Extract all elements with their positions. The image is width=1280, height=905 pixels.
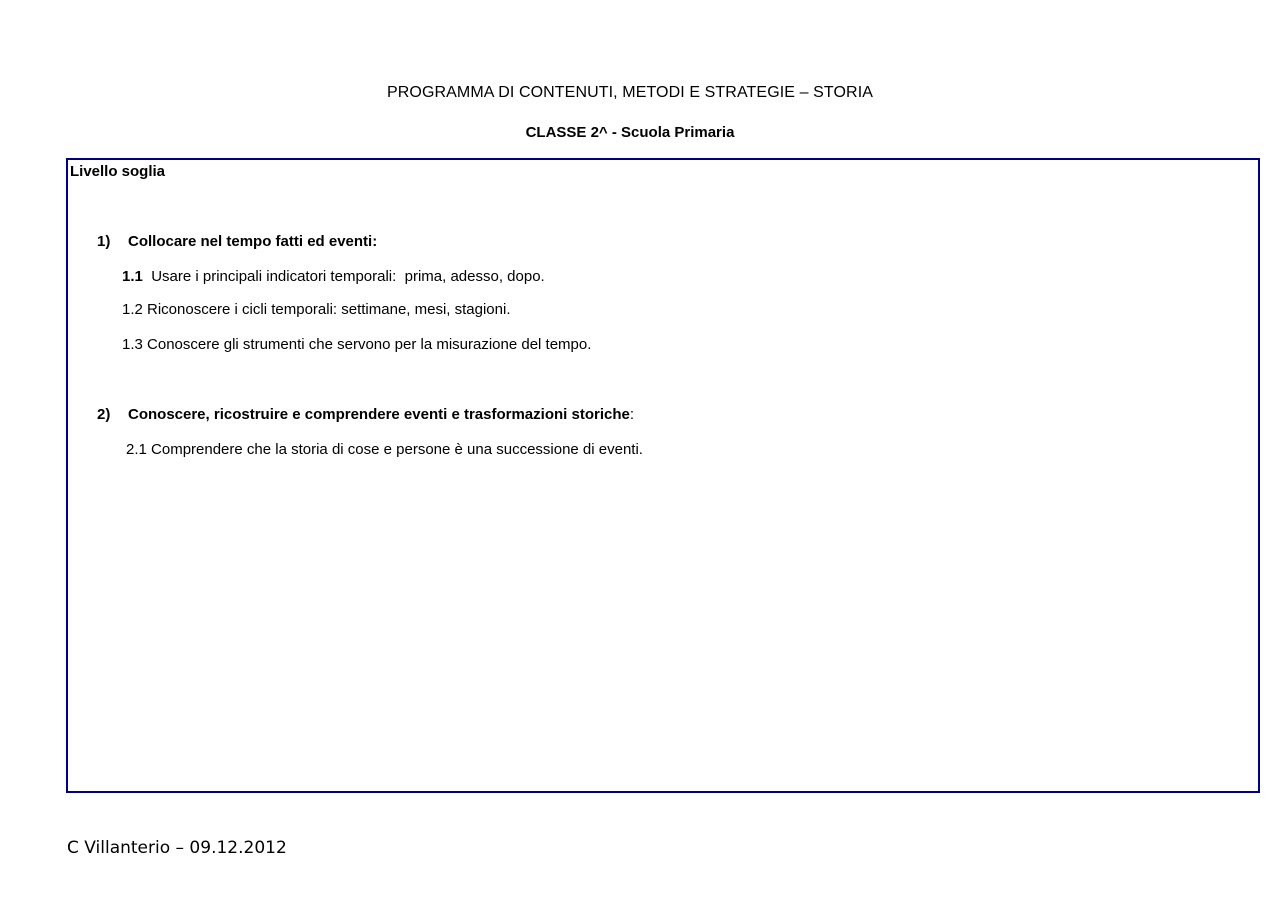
list-item — [122, 268, 545, 285]
item-text: 2.1 Comprendere che la storia di cose e persone è una successione di eventi. — [126, 441, 643, 458]
section-heading-text: Collocare nel tempo fatti ed eventi: — [128, 233, 378, 250]
section-heading-1 — [97, 233, 377, 250]
item-text: 1.2 Riconoscere i cicli temporali: settimane, mesi, stagioni. — [122, 301, 511, 318]
document-subtitle: CLASSE 2^ - Scuola Primaria — [525, 124, 735, 141]
item-number: 1.1 — [122, 268, 143, 285]
list-item — [122, 336, 591, 353]
content-box — [66, 158, 1260, 793]
section-heading-2 — [97, 406, 634, 423]
item-text: Usare i principali indicatori temporali: prima, adesso, dopo. — [142, 268, 545, 285]
section-number: 1) — [97, 233, 111, 250]
footer-author-date: C Villanterio – 09.12.2012 — [67, 838, 287, 858]
box-label: Livello soglia — [70, 163, 166, 180]
document-title: PROGRAMMA DI CONTENUTI, METODI E STRATEGIE – STORIA — [386, 84, 874, 101]
section-heading-tail: : — [629, 406, 635, 423]
list-item — [122, 301, 511, 318]
list-item — [126, 441, 643, 458]
item-text: 1.3 Conoscere gli strumenti che servono per la misurazione del tempo. — [122, 336, 592, 353]
section-number: 2) — [97, 406, 111, 423]
section-heading-text: Conoscere, ricostruire e comprendere eventi e trasformazioni storiche — [128, 406, 630, 423]
